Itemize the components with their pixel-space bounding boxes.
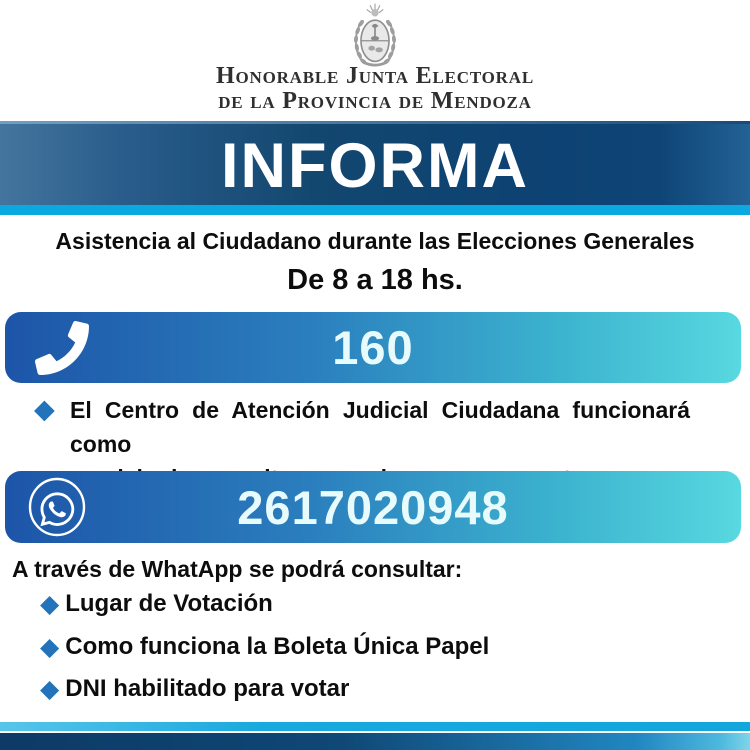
list-item-label: DNI habilitado para votar [65,675,350,702]
diamond-bullet-icon: ◆ [34,394,55,424]
assistance-subtitle: Asistencia al Ciudadano durante las Elecciones Generales [55,228,695,254]
mendoza-coat-of-arms-icon [333,2,417,68]
org-name-line2: de la Provincia de Mendoza [218,88,532,114]
footer-navy-bar [0,733,750,750]
list-item-label: Lugar de Votación [65,590,273,617]
banner-cyan-divider [0,205,750,215]
informa-title: INFORMA [221,131,529,201]
hours-text: De 8 a 18 hs. [287,264,463,296]
phone-number: 160 [332,321,414,374]
list-item [40,590,730,618]
diamond-bullet-icon: ◆ [40,590,60,618]
phone-bar [5,312,741,383]
whatsapp-intro: A través de WhatApp se podrá consultar: [12,556,463,582]
org-name-line1: Honorable Junta Electoral [216,63,534,89]
list-item [40,675,730,703]
list-item [40,633,730,661]
phone-note-line1: El Centro de Atención Judicial Ciudadana funcionará como [70,397,690,457]
diamond-bullet-icon: ◆ [40,675,60,703]
footer-cyan-stripe [0,722,750,731]
whatsapp-bar [5,471,741,543]
diamond-bullet-icon: ◆ [40,632,60,661]
whatsapp-number: 2617020948 [237,480,509,534]
list-item-label: Como funciona la Boleta Única Papel [65,632,490,660]
whatsapp-topics-list [40,590,730,718]
informa-banner [0,121,750,205]
